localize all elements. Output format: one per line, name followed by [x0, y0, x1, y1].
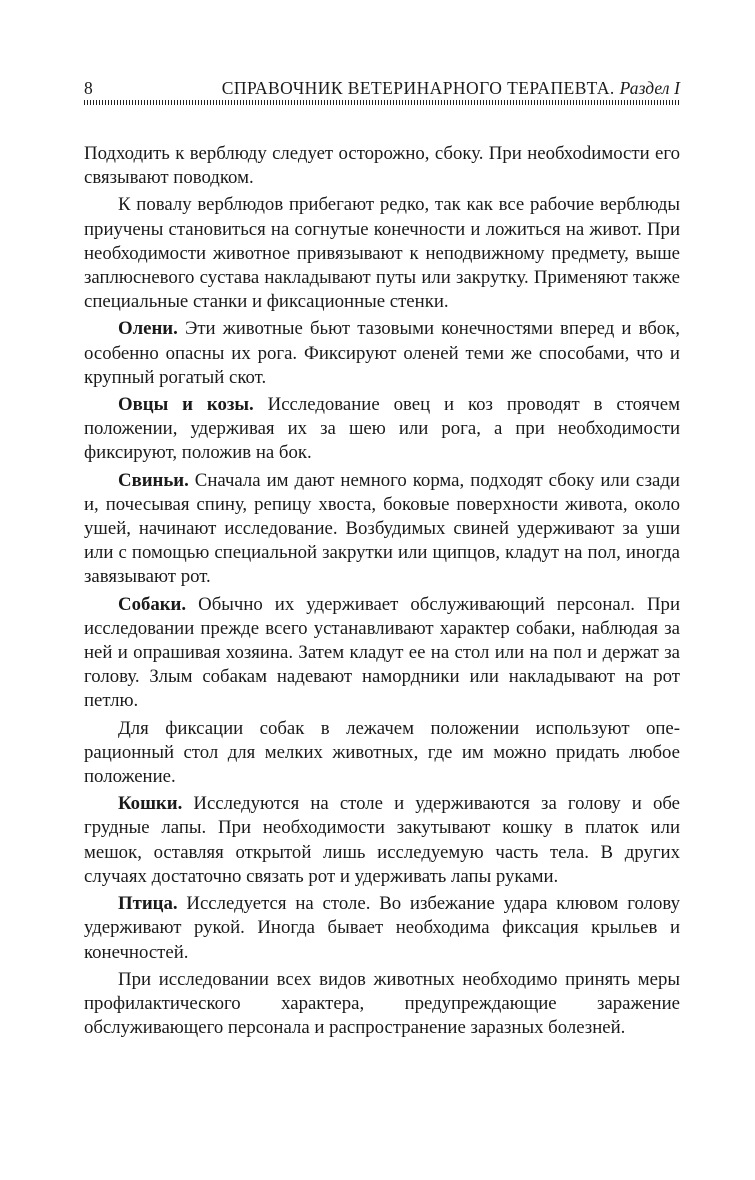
paragraph-text: Эти животные бьют тазовыми конечностями вперед и вбок, особенно опасны их рога. Фиксируют оленей теми же способами, что и крупный рогатый скот. [84, 318, 680, 388]
book-title: СПРАВОЧНИК ВЕТЕРИНАРНОГО ТЕРАПЕВТА. [221, 78, 615, 98]
paragraph-deer [84, 317, 680, 390]
paragraph-text: Сначала им дают немного корма, подходят сбоку или сзади и, почесывая спину, репицу хвоста, боковые поверхности живота, около ушей, начинают исследование. Возбудимых свиней удерживают за уши или с помощью специальной закрутки или щипцов, кладут на пол, иногда завязывают рот. [84, 469, 680, 588]
paragraph-term: Олени. [118, 318, 178, 340]
paragraph-term: Собаки. [118, 593, 187, 615]
paragraph-birds [84, 892, 680, 965]
paragraph-text: Для фиксации собак в лежачем положении используют операционный стол для мелких животных, где им можно придать любое положение. [84, 717, 680, 788]
paragraph-text: Обычно их удерживает обслуживающий персонал. При исследовании прежде всего устанавливают характер собаки, наблюдая за ней и опрашивая хозяина. Затем кладут ее на стол или на пол и держат за голову. Злым собакам надевают намордники или накладывают на рот петлю. [84, 593, 680, 712]
paragraph-text: К повалу верблюдов прибегают редко, так как все рабочие верблюды приучены становиться на согнутые конечности и ложиться на живот. При необходимости животное привязывают к неподвижному предмету, выше заплюсневого сустава накладывают путы или закрутку. Применяют также специальные станки и фиксационные стенки. [84, 194, 680, 313]
body-text [84, 142, 680, 1040]
paragraph-sheep-goats [84, 393, 680, 466]
paragraph [84, 717, 680, 790]
paragraph [84, 193, 680, 314]
paragraph-dogs [84, 593, 680, 714]
section-label: Раздел I [619, 78, 680, 98]
paragraph-cats [84, 792, 680, 889]
paragraph-text: Исследуются на столе и удерживаются за голову и обе грудные лапы. При необходимости закутывают кошку в платок или мешок, оставляя открытой лишь исследуемую часть тела. В других случаях достаточно связать рот и удерживать лапы руками. [84, 793, 680, 887]
paragraph-text: При исследовании всех видов животных необходимо принять меры профилактического характера, предупреждающие заражение обслуживающего персонала и распространение заразных болезней. [84, 968, 680, 1039]
header-title [222, 75, 680, 101]
running-head [84, 75, 680, 101]
paragraph-term: Кошки. [118, 793, 183, 815]
paragraph-text: Подходить к верблюду следует осторожно, сбоку. При необхоdимости его связывают поводком. [84, 143, 680, 189]
header-rule [84, 100, 680, 105]
paragraph-text: Исследование овец и коз проводят в стоячем положении, удерживая их за шею или рога, а при необходимости фиксируют, положив на бок. [84, 394, 681, 464]
page-number: 8 [84, 78, 94, 98]
paragraph [84, 142, 680, 190]
paragraph-pigs [84, 469, 680, 590]
paragraph-term: Свиньи. [118, 469, 189, 491]
paragraph-term: Птица. [118, 893, 178, 915]
paragraph-text: Исследуется на столе. Во избежание удара клювом голову удерживают рукой. Иногда бывает необходима фиксация крыльев и конечностей. [84, 893, 680, 963]
paragraph [84, 968, 680, 1041]
paragraph-term: Овцы и козы. [118, 394, 254, 416]
